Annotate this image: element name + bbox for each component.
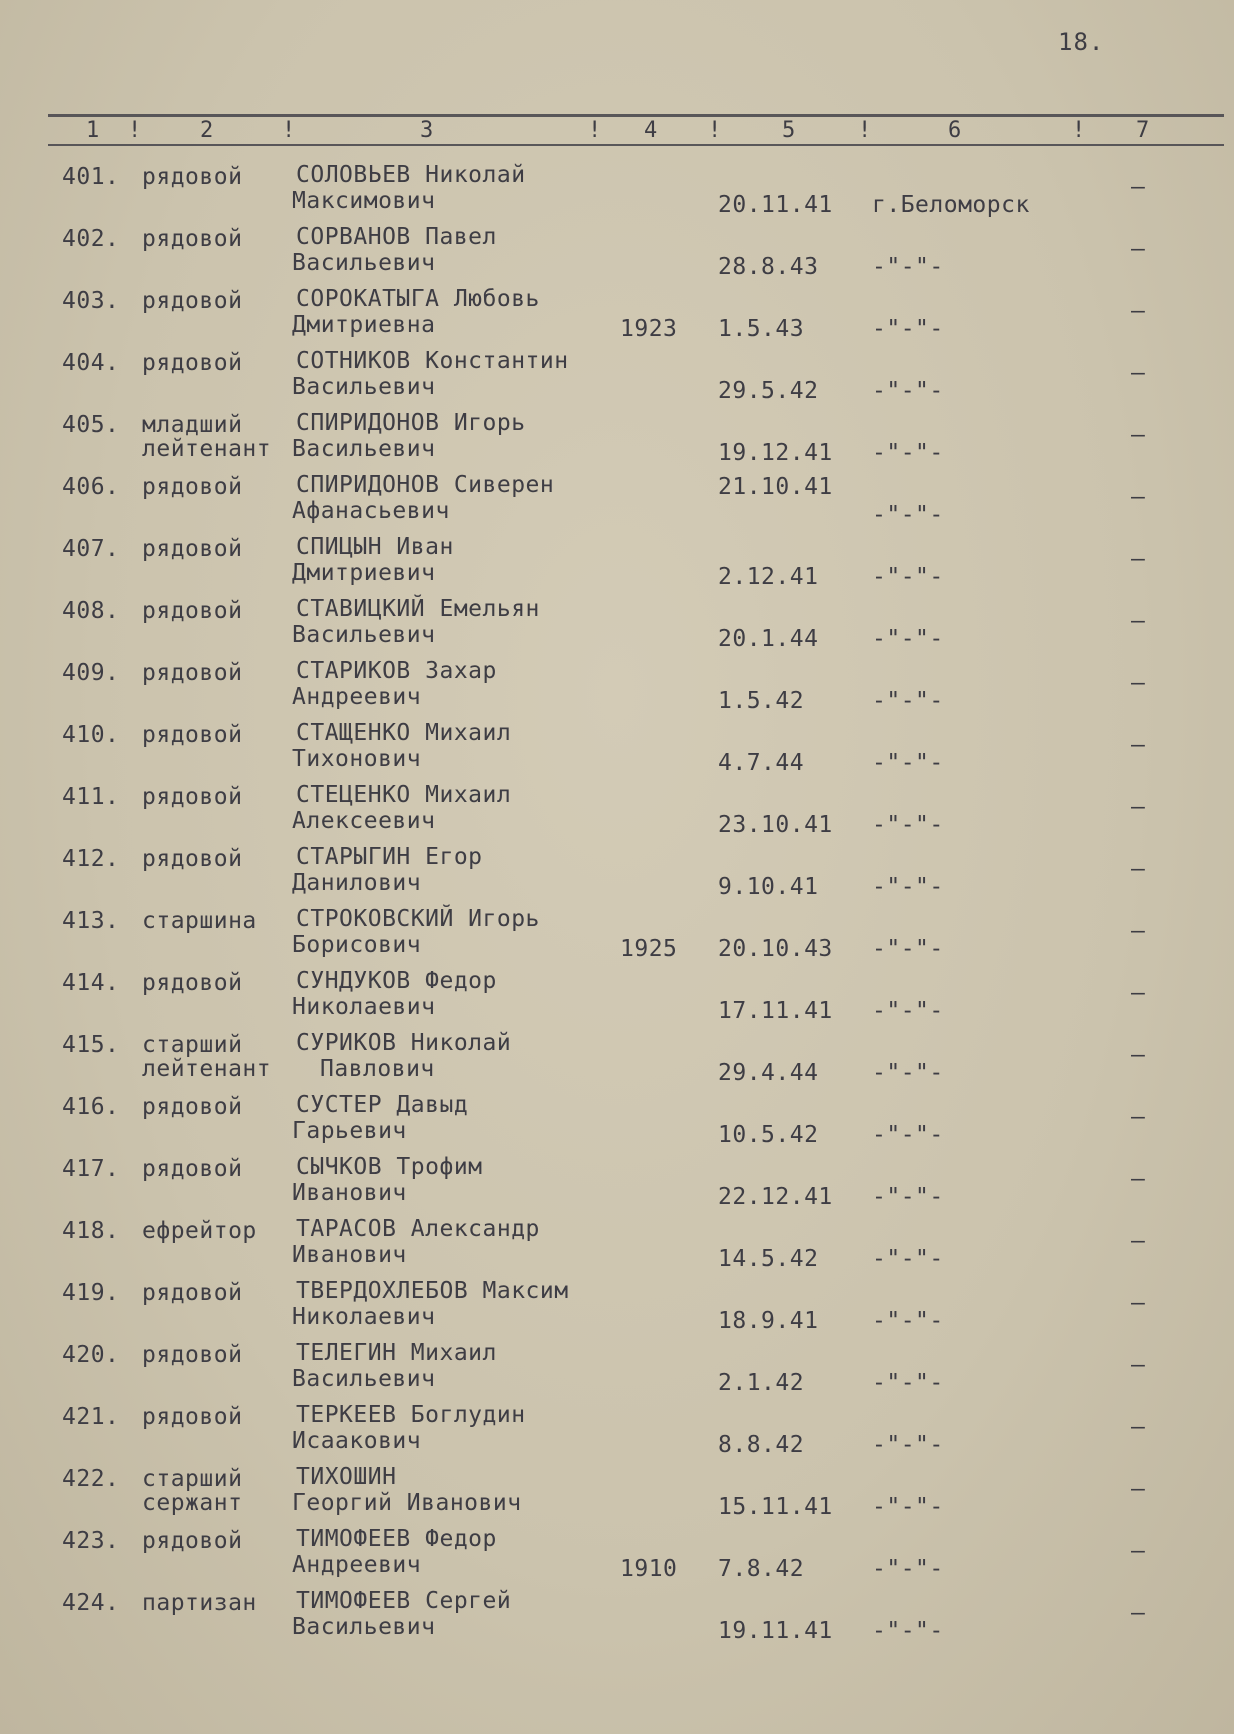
patronymic: Васильевич [292, 622, 436, 648]
surname-name: СТАРЫГИН Егор [296, 844, 483, 870]
rank: рядовой [142, 784, 243, 810]
note: – [1131, 918, 1146, 944]
note: – [1131, 608, 1146, 634]
patronymic: Исаакович [292, 1428, 422, 1454]
surname-name: СЫЧКОВ Трофим [296, 1154, 483, 1180]
surname-name: ТИМОФЕЕВ Федор [296, 1526, 497, 1552]
rank: рядовой [142, 1528, 243, 1554]
note: – [1131, 1166, 1146, 1192]
note: – [1131, 1600, 1146, 1626]
header-col-6: 6 [948, 118, 962, 143]
note: – [1131, 732, 1146, 758]
rank: старший [142, 1466, 243, 1492]
note: – [1131, 1228, 1146, 1254]
table-row [0, 404, 1234, 466]
table-row [0, 1210, 1234, 1272]
patronymic: Андреевич [292, 684, 422, 710]
table-row [0, 280, 1234, 342]
birth-year: 1910 [620, 1556, 678, 1582]
date: 7.8.42 [718, 1556, 805, 1582]
date: 23.10.41 [718, 812, 833, 838]
row-number: 424. [62, 1590, 120, 1616]
place: -"-"- [872, 1246, 944, 1272]
table-row [0, 466, 1234, 528]
patronymic: Николаевич [292, 994, 436, 1020]
table-row [0, 714, 1234, 776]
place: -"-"- [872, 1618, 944, 1644]
date: 14.5.42 [718, 1246, 819, 1272]
table-row [0, 838, 1234, 900]
place: -"-"- [872, 502, 944, 528]
rank: ефрейтор [142, 1218, 257, 1244]
surname-name: СТАРИКОВ Захар [296, 658, 497, 684]
date: 20.1.44 [718, 626, 819, 652]
header-col-2: 2 [200, 118, 214, 143]
rank: старший [142, 1032, 243, 1058]
row-number: 407. [62, 536, 120, 562]
header-separator: ! [282, 118, 296, 143]
patronymic: Иванович [292, 1180, 407, 1206]
patronymic: Афанасьевич [292, 498, 450, 524]
row-number: 415. [62, 1032, 120, 1058]
rank: рядовой [142, 1404, 243, 1430]
rank: рядовой [142, 474, 243, 500]
row-number: 402. [62, 226, 120, 252]
row-number: 419. [62, 1280, 120, 1306]
place: -"-"- [872, 626, 944, 652]
rank: младший [142, 412, 243, 438]
place: -"-"- [872, 378, 944, 404]
date: 29.4.44 [718, 1060, 819, 1086]
patronymic: Васильевич [292, 1366, 436, 1392]
place: -"-"- [872, 316, 944, 342]
row-number: 403. [62, 288, 120, 314]
surname-name: СОЛОВЬЕВ Николай [296, 162, 526, 188]
table-row [0, 900, 1234, 962]
place: -"-"- [872, 1556, 944, 1582]
surname-name: ТЕЛЕГИН Михаил [296, 1340, 497, 1366]
rank: партизан [142, 1590, 257, 1616]
note: – [1131, 174, 1146, 200]
date: 2.1.42 [718, 1370, 805, 1396]
row-number: 416. [62, 1094, 120, 1120]
patronymic: Павлович [320, 1056, 435, 1082]
row-number: 411. [62, 784, 120, 810]
rank-line-2: лейтенант [142, 436, 272, 462]
table-row [0, 528, 1234, 590]
table-row [0, 1520, 1234, 1582]
patronymic: Борисович [292, 932, 422, 958]
row-number: 414. [62, 970, 120, 996]
table-row [0, 1582, 1234, 1644]
surname-name: СУСТЕР Давыд [296, 1092, 469, 1118]
date: 22.12.41 [718, 1184, 833, 1210]
surname-name: СТАВИЦКИЙ Емельян [296, 596, 540, 622]
row-number: 405. [62, 412, 120, 438]
date: 1.5.42 [718, 688, 805, 714]
place: -"-"- [872, 1370, 944, 1396]
rank: старшина [142, 908, 257, 934]
note: – [1131, 422, 1146, 448]
header-col-1: 1 [86, 118, 100, 143]
surname-name: СПИРИДОНОВ Сиверен [296, 472, 555, 498]
date: 4.7.44 [718, 750, 805, 776]
header-separator: ! [858, 118, 872, 143]
date: 15.11.41 [718, 1494, 833, 1520]
date: 20.11.41 [718, 192, 833, 218]
date: 21.10.41 [718, 474, 833, 500]
table-row [0, 1334, 1234, 1396]
note: – [1131, 980, 1146, 1006]
surname-name: СОРВАНОВ Павел [296, 224, 497, 250]
date: 18.9.41 [718, 1308, 819, 1334]
rank: рядовой [142, 1094, 243, 1120]
row-number: 421. [62, 1404, 120, 1430]
row-number: 423. [62, 1528, 120, 1554]
header-separator: ! [588, 118, 602, 143]
surname-name: СТЕЦЕНКО Михаил [296, 782, 512, 808]
row-number: 418. [62, 1218, 120, 1244]
place: -"-"- [872, 1060, 944, 1086]
row-number: 413. [62, 908, 120, 934]
note: – [1131, 856, 1146, 882]
patronymic: Максимович [292, 188, 436, 214]
place: -"-"- [872, 254, 944, 280]
date: 28.8.43 [718, 254, 819, 280]
patronymic: Андреевич [292, 1552, 422, 1578]
date: 2.12.41 [718, 564, 819, 590]
patronymic: Гарьевич [292, 1118, 407, 1144]
header-col-4: 4 [644, 118, 658, 143]
row-number: 408. [62, 598, 120, 624]
rank-line-2: лейтенант [142, 1056, 272, 1082]
note: – [1131, 1414, 1146, 1440]
row-number: 422. [62, 1466, 120, 1492]
row-number: 409. [62, 660, 120, 686]
note: – [1131, 298, 1146, 324]
rank: рядовой [142, 164, 243, 190]
birth-year: 1925 [620, 936, 678, 962]
place: -"-"- [872, 874, 944, 900]
patronymic: Алексеевич [292, 808, 436, 834]
surname-name: ТАРАСОВ Александр [296, 1216, 540, 1242]
place: -"-"- [872, 750, 944, 776]
note: – [1131, 1104, 1146, 1130]
place: -"-"- [872, 1122, 944, 1148]
surname-name: СОРОКАТЫГА Любовь [296, 286, 540, 312]
table-row [0, 218, 1234, 280]
table-row [0, 1148, 1234, 1210]
row-number: 412. [62, 846, 120, 872]
rank: рядовой [142, 1156, 243, 1182]
rank: рядовой [142, 722, 243, 748]
patronymic: Николаевич [292, 1304, 436, 1330]
note: – [1131, 484, 1146, 510]
patronymic: Тихонович [292, 746, 422, 772]
birth-year: 1923 [620, 316, 678, 342]
patronymic: Васильевич [292, 250, 436, 276]
surname-name: ТИХОШИН [296, 1464, 397, 1490]
note: – [1131, 1538, 1146, 1564]
date: 9.10.41 [718, 874, 819, 900]
page-number: 18. [1058, 28, 1105, 56]
place: -"-"- [872, 564, 944, 590]
header-col-7: 7 [1136, 118, 1150, 143]
header-col-3: 3 [420, 118, 434, 143]
patronymic: Иванович [292, 1242, 407, 1268]
table-row [0, 776, 1234, 838]
date: 20.10.43 [718, 936, 833, 962]
rank: рядовой [142, 1280, 243, 1306]
place: -"-"- [872, 440, 944, 466]
date: 17.11.41 [718, 998, 833, 1024]
note: – [1131, 236, 1146, 262]
surname-name: СТАЩЕНКО Михаил [296, 720, 512, 746]
row-number: 417. [62, 1156, 120, 1182]
row-number: 404. [62, 350, 120, 376]
table-row [0, 342, 1234, 404]
rank-line-2: сержант [142, 1490, 243, 1516]
rank: рядовой [142, 536, 243, 562]
place: -"-"- [872, 936, 944, 962]
surname-name: СТРОКОВСКИЙ Игорь [296, 906, 540, 932]
note: – [1131, 1352, 1146, 1378]
table-row [0, 156, 1234, 218]
surname-name: ТВЕРДОХЛЕБОВ Максим [296, 1278, 569, 1304]
header-separator: ! [1072, 118, 1086, 143]
rank: рядовой [142, 288, 243, 314]
surname-name: СОТНИКОВ Константин [296, 348, 569, 374]
table-row [0, 590, 1234, 652]
row-number: 420. [62, 1342, 120, 1368]
rank: рядовой [142, 350, 243, 376]
note: – [1131, 794, 1146, 820]
date: 10.5.42 [718, 1122, 819, 1148]
date: 8.8.42 [718, 1432, 805, 1458]
date: 1.5.43 [718, 316, 805, 342]
note: – [1131, 546, 1146, 572]
patronymic: Васильевич [292, 374, 436, 400]
place: -"-"- [872, 998, 944, 1024]
table-row [0, 652, 1234, 714]
row-number: 401. [62, 164, 120, 190]
place: -"-"- [872, 812, 944, 838]
rank: рядовой [142, 1342, 243, 1368]
surname-name: СПИЦЫН Иван [296, 534, 454, 560]
table-header [0, 116, 1234, 144]
note: – [1131, 360, 1146, 386]
table-row [0, 1024, 1234, 1086]
patronymic: Дмитриевна [292, 312, 436, 338]
row-number: 406. [62, 474, 120, 500]
table-row [0, 1086, 1234, 1148]
place: -"-"- [872, 1432, 944, 1458]
date: 19.12.41 [718, 440, 833, 466]
row-number: 410. [62, 722, 120, 748]
rank: рядовой [142, 226, 243, 252]
patronymic: Васильевич [292, 436, 436, 462]
note: – [1131, 670, 1146, 696]
surname-name: СУРИКОВ Николай [296, 1030, 512, 1056]
surname-name: ТИМОФЕЕВ Сергей [296, 1588, 512, 1614]
note: – [1131, 1042, 1146, 1068]
date: 19.11.41 [718, 1618, 833, 1644]
place: -"-"- [872, 1308, 944, 1334]
header-col-5: 5 [782, 118, 796, 143]
patronymic: Данилович [292, 870, 422, 896]
rank: рядовой [142, 598, 243, 624]
place: -"-"- [872, 1184, 944, 1210]
note: – [1131, 1476, 1146, 1502]
table-row [0, 1458, 1234, 1520]
header-separator: ! [708, 118, 722, 143]
patronymic: Георгий Иванович [292, 1490, 522, 1516]
surname-name: ТЕРКЕЕВ Боглудин [296, 1402, 526, 1428]
place: г.Беломорск [872, 192, 1030, 218]
place: -"-"- [872, 688, 944, 714]
rank: рядовой [142, 846, 243, 872]
patronymic: Васильевич [292, 1614, 436, 1640]
rank: рядовой [142, 970, 243, 996]
date: 29.5.42 [718, 378, 819, 404]
header-bottom-rule [48, 144, 1224, 146]
patronymic: Дмитриевич [292, 560, 436, 586]
surname-name: СУНДУКОВ Федор [296, 968, 497, 994]
table-row [0, 1396, 1234, 1458]
table-row [0, 962, 1234, 1024]
place: -"-"- [872, 1494, 944, 1520]
surname-name: СПИРИДОНОВ Игорь [296, 410, 526, 436]
rank: рядовой [142, 660, 243, 686]
note: – [1131, 1290, 1146, 1316]
header-separator: ! [128, 118, 142, 143]
table-row [0, 1272, 1234, 1334]
